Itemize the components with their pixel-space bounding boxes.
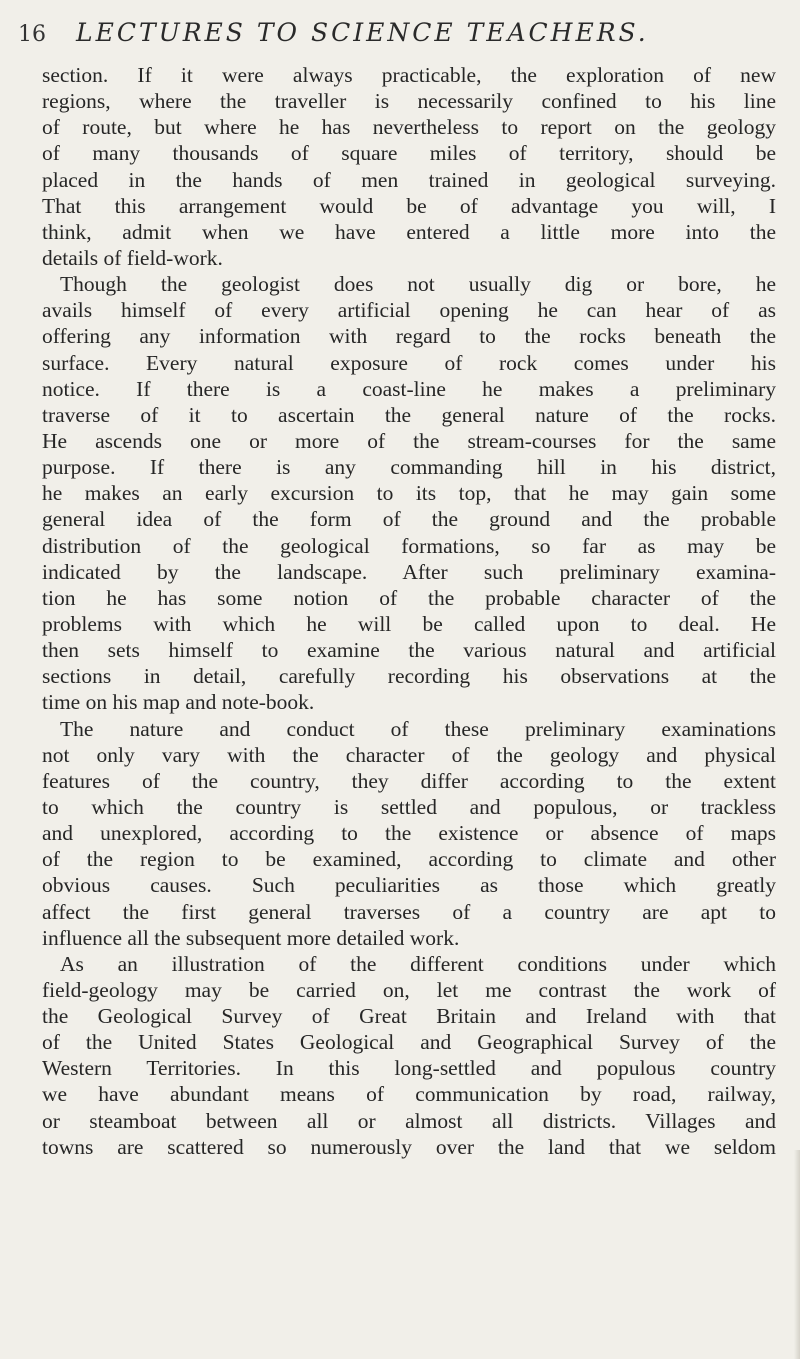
- text-line: and unexplored, according to the existence or absence of maps: [42, 821, 776, 846]
- text-line: affect the first general traverses of a country are apt to: [42, 899, 776, 924]
- text-line: distribution of the geological formations, so far as may be: [42, 533, 776, 558]
- text-line: section. If it were always practicable, the exploration of new: [42, 63, 776, 87]
- text-line: not only vary with the character of the geology and physical: [42, 742, 776, 767]
- text-line: field-geology may be carried on, let me contrast the work of: [42, 977, 776, 1002]
- page-number: 16: [18, 22, 46, 47]
- text-line: surface. Every natural exposure of rock comes under his: [42, 350, 776, 375]
- text-line: He ascends one or more of the stream-courses for the same: [42, 428, 776, 453]
- text-line: The nature and conduct of these preliminary examinations: [60, 716, 776, 741]
- page-header: [18, 14, 780, 54]
- text-line: problems with which he will be called upon to deal. He: [42, 611, 776, 636]
- text-line: traverse of it to ascertain the general nature of the rocks.: [42, 402, 776, 427]
- text-line: tion he has some notion of the probable character of the: [42, 585, 776, 610]
- text-line: placed in the hands of men trained in geological surveying.: [42, 167, 776, 192]
- text-line: of many thousands of square miles of territory, should be: [42, 141, 776, 166]
- text-line: Western Territories. In this long-settled and populous country: [42, 1056, 776, 1081]
- text-line: indicated by the landscape. After such preliminary examina-: [42, 559, 776, 584]
- text-line: details of field-work.: [42, 245, 223, 270]
- text-line: purpose. If there is any commanding hill in his district,: [42, 455, 776, 480]
- text-line: As an illustration of the different conditions under which: [60, 951, 776, 976]
- text-line: of route, but where he has nevertheless to report on the geology: [42, 115, 776, 140]
- page-edge-shadow: [794, 1150, 800, 1359]
- text-line: influence all the subsequent more detailed work.: [42, 925, 460, 950]
- text-line: to which the country is settled and populous, or trackless: [42, 794, 776, 819]
- running-head: LECTURES TO SCIENCE TEACHERS.: [76, 18, 649, 47]
- text-line: avails himself of every artificial opening he can hear of as: [42, 298, 776, 323]
- text-line: general idea of the form of the ground and the probable: [42, 507, 776, 532]
- text-line: think, admit when we have entered a little more into the: [42, 219, 776, 244]
- text-line: obvious causes. Such peculiarities as those which greatly: [42, 873, 776, 898]
- page-body-text: [42, 62, 776, 1160]
- text-line: we have abundant means of communication by road, railway,: [42, 1082, 776, 1107]
- text-line: features of the country, they differ according to the extent: [42, 768, 776, 793]
- text-line: regions, where the traveller is necessarily confined to his line: [42, 89, 776, 114]
- text-line: time on his map and note-book.: [42, 690, 315, 715]
- text-line: or steamboat between all or almost all districts. Villages and: [42, 1108, 776, 1133]
- text-line: offering any information with regard to the rocks beneath the: [42, 324, 776, 349]
- text-line: then sets himself to examine the various natural and artificial: [42, 638, 776, 663]
- text-line: the Geological Survey of Great Britain and Ireland with that: [42, 1004, 776, 1029]
- text-line: That this arrangement would be of advantage you will, I: [42, 193, 776, 218]
- text-line: of the United States Geological and Geographical Survey of the: [42, 1030, 776, 1055]
- text-line: towns are scattered so numerously over the land that we seldom: [42, 1134, 776, 1159]
- text-line: he makes an early excursion to its top, that he may gain some: [42, 481, 776, 506]
- text-line: Though the geologist does not usually dig or bore, he: [60, 272, 776, 297]
- text-line: notice. If there is a coast-line he makes a preliminary: [42, 376, 776, 401]
- text-line: of the region to be examined, according to climate and other: [42, 847, 776, 872]
- text-line: sections in detail, carefully recording his observations at the: [42, 664, 776, 689]
